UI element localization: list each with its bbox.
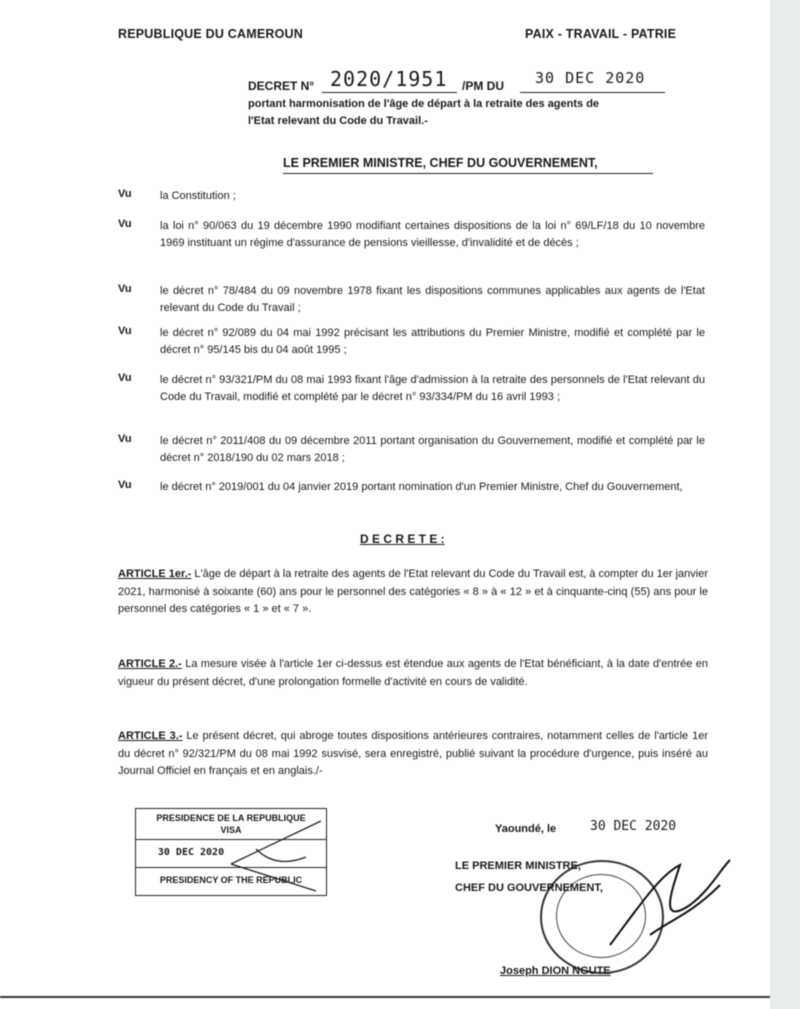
authority-title: LE PREMIER MINISTRE, CHEF DU GOUVERNEMENT,	[283, 156, 598, 170]
article-text: La mesure visée à l'article 1er ci-dessus est étendue aux agents de l'Etat bénéficiant, à la date d'entrée en vigueur du présent décret, d'une prolongation formelle d'activité en cours de validité.	[118, 658, 708, 688]
visa-text: le décret n° 92/089 du 04 mai 1992 précisant les attributions du Premier Ministre, modifié et complété par le décret n° 95/145 bis du 04 août 1995 ;	[160, 327, 705, 356]
article-2	[118, 656, 708, 691]
visa-label: Vu	[118, 188, 132, 200]
stamp-line1: PRESIDENCE DE LA REPUBLIQUE	[156, 813, 306, 823]
visa-label: Vu	[118, 325, 132, 337]
decree-date: 30 DEC 2020	[535, 69, 646, 87]
decrete-heading: D E C R E T E :	[360, 532, 445, 546]
visa-label: Vu	[118, 433, 132, 445]
article-1	[118, 566, 708, 619]
visa-text: la Constitution ;	[160, 190, 236, 202]
visa-label: Vu	[118, 218, 132, 230]
article-3	[118, 728, 708, 781]
visa-text: le décret n° 78/484 du 09 novembre 1978 fixant les dispositions communes applicables aux agents de l'Etat relevant du Code du Travail ;	[160, 285, 705, 314]
visa-text: le décret n° 93/321/PM du 08 mai 1993 fixant l'âge d'admission à la retraite des personnels de l'Etat relevant du Code du Travail, modifié et complété par le décret n° 93/334/PM du 16 avril 1993 ;	[160, 374, 705, 403]
motto-header: PAIX - TRAVAIL - PATRIE	[525, 27, 677, 41]
decree-date-underline	[520, 92, 665, 93]
visa-text: le décret n° 2011/408 du 09 décembre 2011 portant organisation du Gouvernement, modifié et complété par le décret n° 2018/190 du 02 mars 2018 ;	[160, 435, 705, 464]
signature-place-label: Yaoundé, le	[495, 823, 557, 835]
page-bottom-rule	[0, 996, 770, 998]
article-label: ARTICLE 2.-	[118, 658, 182, 670]
signatory-name: Joseph DION NGUTE	[500, 965, 611, 977]
presidency-visa-stamp	[135, 808, 327, 896]
signatory-title2: CHEF DU GOUVERNEMENT,	[455, 882, 603, 894]
article-label: ARTICLE 3.-	[118, 730, 183, 742]
stamp-line2: VISA	[220, 825, 242, 835]
window-edge	[770, 0, 800, 1009]
signatory-title1: LE PREMIER MINISTRE,	[455, 860, 581, 872]
article-text: L'âge de départ à la retraite des agents de l'Etat relevant du Code du Travail est, à compter du 1er janvier 2021, harmonisé à soixante (60) ans pour le personnel des catégories « 8 » à « 12 » et à cinquante-cinq (55) ans pour le personnel des catégories « 1 » et « 7 ».	[118, 568, 708, 615]
stamp-line4: PRESIDENCY OF THE REPUBLIC	[159, 875, 303, 885]
country-header: REPUBLIQUE DU CAMEROUN	[118, 27, 303, 41]
visa-text: le décret n° 2019/001 du 04 janvier 2019 portant nomination d'un Premier Ministre, Chef du Gouvernement,	[160, 481, 683, 493]
stamp-cross-mark	[136, 809, 326, 895]
stamp-date: 30 DEC 2020	[157, 847, 225, 858]
visa-label: Vu	[118, 372, 132, 384]
decree-number-underline	[322, 92, 457, 93]
article-label: ARTICLE 1er.-	[118, 568, 192, 580]
signature-date: 30 DEC 2020	[590, 819, 677, 834]
decree-date-label: /PM DU	[462, 79, 504, 93]
decree-label: DECRET N°	[248, 79, 315, 93]
article-text: Le présent décret, qui abroge toutes dispositions antérieures contraires, notamment celles de l'article 1er du décret n° 92/321/PM du 08 mai 1992 susvisé, sera enregistré, publié suivant la procédure d'urgence, puis inséré au Journal Officiel en français et en anglais./-	[118, 730, 708, 777]
handwritten-signature	[590, 845, 740, 965]
decree-number: 2020/1951	[330, 67, 448, 91]
visa-label: Vu	[118, 479, 132, 491]
decree-subject-line1: portant harmonisation de l'âge de départ à la retraite des agents de	[248, 98, 600, 110]
visa-label: Vu	[118, 283, 132, 295]
decree-subject-line2: l'Etat relevant du Code du Travail.-	[248, 115, 428, 127]
authority-underline	[283, 173, 653, 174]
visa-text: la loi n° 90/063 du 19 décembre 1990 modifiant certaines dispositions de la loi n° 69/LF/18 du 10 novembre 1969 instituant un régime d'assurance de pensions vieillesse, d'invalidité et de décès ;	[160, 220, 705, 249]
